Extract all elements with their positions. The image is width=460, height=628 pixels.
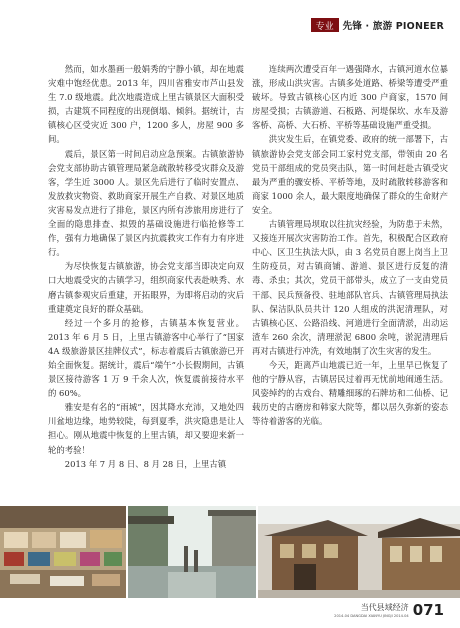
riverside-street-photo [128, 506, 256, 598]
paragraph: 雅安是有名的“雨城”，因其降水充沛，又地处四川盆地边缘，地势较陡，每到夏季，洪灾隐患是让人担心。刚从地震中恢复的上里古镇，却又要迎来新一轮的考验！ [48, 402, 244, 455]
paragraph: 2013 年 7 月 8 日、8 月 28 日，上里古镇 [64, 458, 227, 469]
section-badge: 专业 [311, 18, 339, 32]
page-footer [334, 602, 444, 618]
market-stall-photo [0, 506, 126, 598]
paragraph: 为尽快恢复古镇旅游，协会党支部当即决定向双口大地震受灾的古镇学习，组织商家代表赴映秀、水磨古镇参观灾后重建，开拓眼界，为即将启动的灾后重建奠定良好的群众基础。 [48, 261, 244, 314]
paragraph: 洪灾发生后，在镇党委、政府的统一部署下，古镇旅游协会党支部会同工家村党支部，带领由 20 名党员干部组成的党员突击队，第一时间赶赴古镇受灾最为严重的骤安桥、平桥等地，及时疏散转移游客和商家 1000 余人，最大限度地确保了群众的生命财产安全。 [252, 134, 448, 215]
footer-info [334, 602, 409, 618]
paragraph: 然而，如水墨画一般娟秀的宁静小镇，却在地震灾难中饱经优患。2013 年，四川省雅安市芦山县发生 7.0 级地震。此次地震造成上里古镇景区大面积受损，古建筑不同程度的出现倒塌、倾斜。据统计，古镇核心区受灾近 300 户，1200 多人，房屋 900 多间。 [48, 64, 244, 145]
section-header [311, 18, 444, 32]
wooden-buildings-photo [258, 506, 460, 598]
section-title: 先锋 · 旅游 PIONEER [342, 21, 444, 32]
magazine-name: 当代县域经济 [360, 603, 409, 612]
paragraph: 古镇管理局坝取以往抗灾经验，为防患于未然，又接连开展次灾害防治工作。首先，积极配合区政府中心、区卫生执法大队，由 3 名党员自愿上岗当上卫生防疫员，对古镇商铺、游道、景区进行反复的清毒、杀虫；其次，党员干部带头，成立了一支由党员干部、民兵预备役、驻地部队官兵、古镇管理局执法队、保洁队队员共计 120 人组成的洪泥清理队，对古镇核心区、公路沿线、河道进行全面清淤，出动运渣车 260 余次，清理淤泥 6800 余吨，淤泥清理后再对古镇进行冲洗，有效地制了次生灾害的发生。 [252, 219, 448, 356]
issue-date: 2014-04 DANGDAI XIANYU JINGJI 2014.04 [334, 614, 409, 618]
page-number: 071 [412, 601, 444, 619]
right-text-column [252, 62, 448, 428]
photo-strip [0, 506, 460, 598]
paragraph: 震后，景区第一时间启动应急预案。古镇旅游协会党支部协助古镇管理局紧急疏散转移受灾群众及游客，学生近 3000 人。景区先后进行了临时安置点、发放救灾物资、救助商家开展生产自救、对景区地质灾害易发点进行了排危，景区内所有涉旅用房进行了全面的隐患排查、拟毁的基础设施进行临抢修等工作，强有力地确保了景区内抗震救灾工作有力有序进行。 [48, 148, 244, 258]
paragraph: 连续两次遭受百年一遇强降水，古镇河道水位暴涨，形成山洪灾害。古镇多处道路、桥梁等遭受严重破坏。导致古镇核心区内近 300 户商家，1570 间房屋受损；古镇游道、石板路、河堤保坎、水车及游客桥、高桥、大石桥、平桥等基础设施严重受损。 [252, 64, 448, 131]
left-text-column [48, 62, 244, 471]
paragraph: 今天，距离芦山地震已近一年，上里早已恢复了他的宁静从容，古镇居民过着再无忧前地闹通生活。风姿绰约的古戏台、精雕细琢的石牌坊和二仙桥、记载历史的古磨房和韩家大院等，都以居久弥新的姿态等待着游客的光临。 [252, 359, 448, 427]
paragraph: 经过一个多月的抢修，古镇基本恢复营业。2013 年 6 月 5 日，上里古镇游客中心举行了“国家 4A 级旅游景区挂牌仪式”，标志着震后古镇旅游已开始全面恢复。据统计，震后“端午”小长假期间，古镇景区接待游客 1 万 9 千余人次，恢复震前接待水平的 60%。 [48, 317, 244, 399]
